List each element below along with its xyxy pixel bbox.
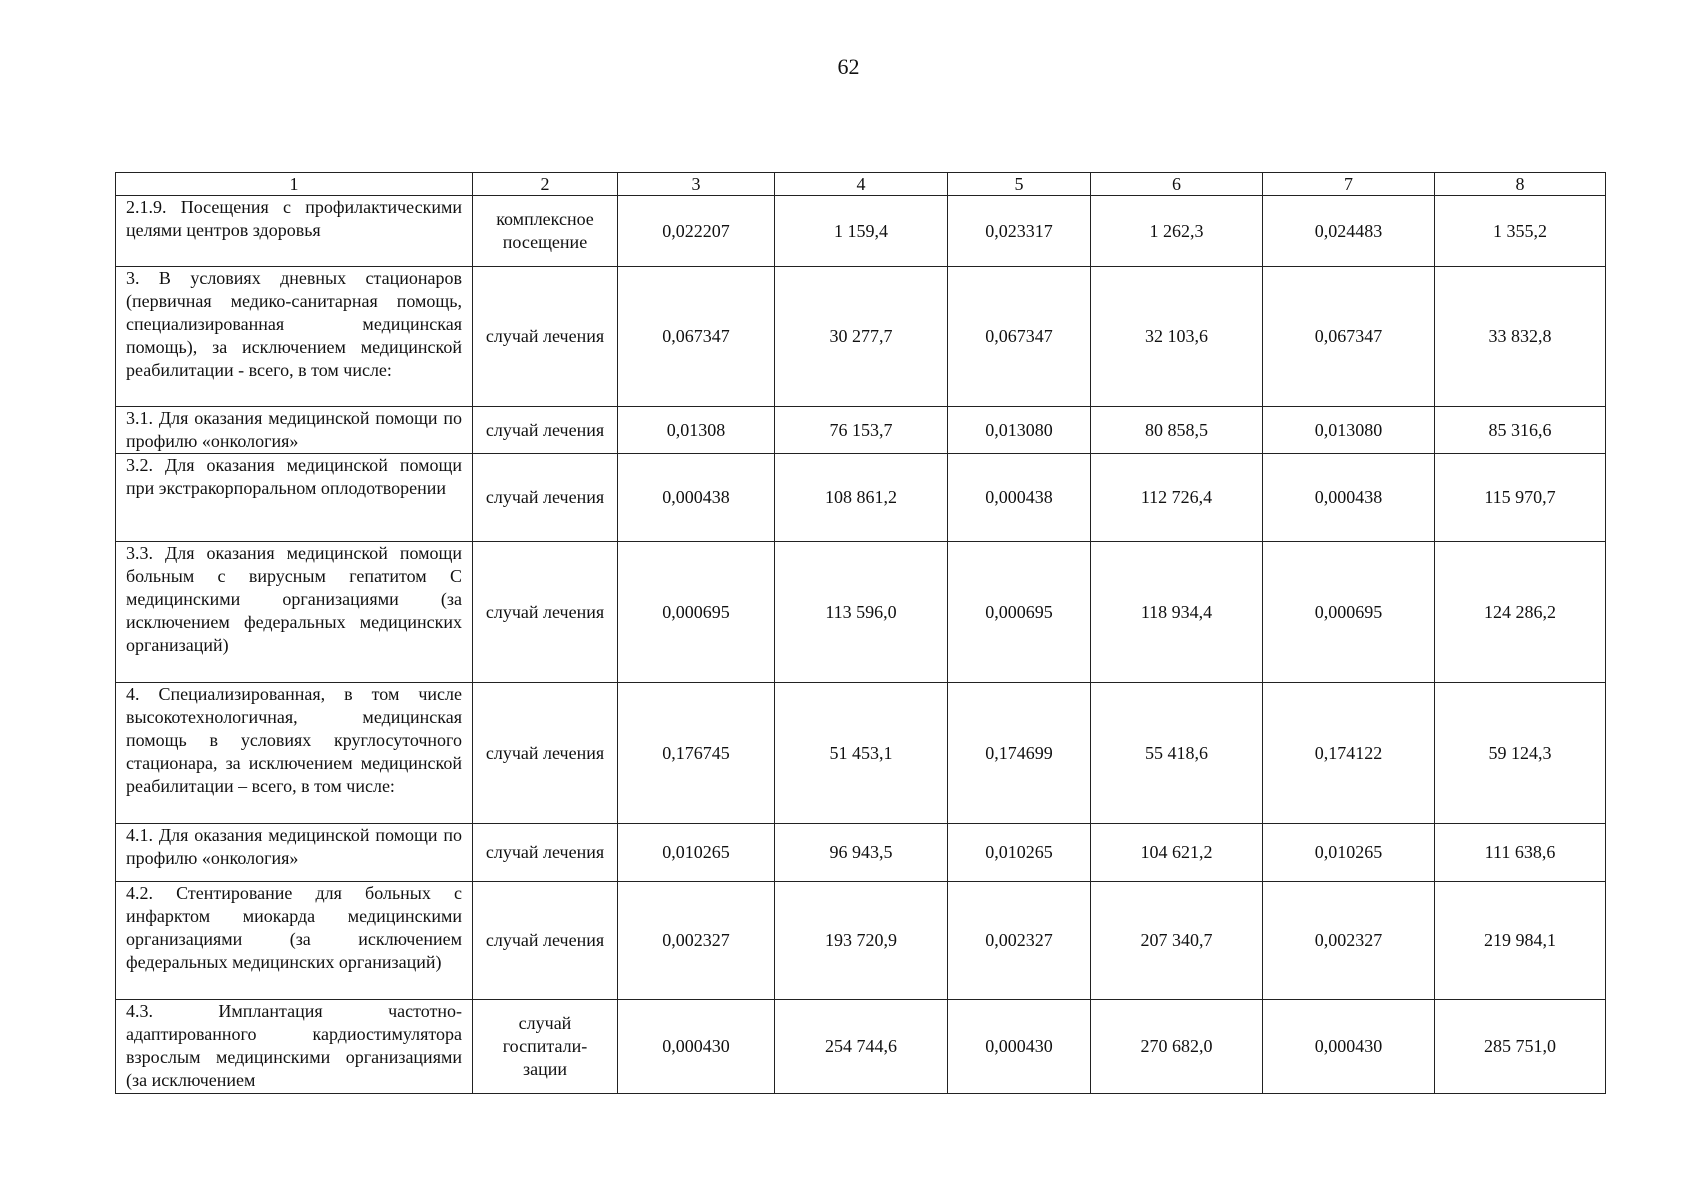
row-value: 0,023317 — [948, 196, 1091, 267]
row-value: 124 286,2 — [1435, 542, 1606, 683]
row-value: 0,013080 — [948, 407, 1091, 454]
row-unit: случай лечения — [473, 882, 618, 1000]
row-description: 2.1.9. Посещения с профилактическими целями центров здоровья — [116, 196, 473, 267]
row-value: 1 262,3 — [1091, 196, 1263, 267]
row-value: 32 103,6 — [1091, 267, 1263, 407]
row-value: 96 943,5 — [775, 824, 948, 882]
row-value: 51 453,1 — [775, 683, 948, 824]
row-value: 1 355,2 — [1435, 196, 1606, 267]
row-value: 55 418,6 — [1091, 683, 1263, 824]
row-value: 0,002327 — [1263, 882, 1435, 1000]
row-description: 4. Специализированная, в том числе высокотехнологичная, медицинская помощь в условиях круглосуточного стационара, за исключением медицинской реабилитации – всего, в том числе: — [116, 683, 473, 824]
column-header: 2 — [473, 173, 618, 196]
row-value: 285 751,0 — [1435, 1000, 1606, 1094]
row-unit: случай лечения — [473, 454, 618, 542]
row-description: 3.3. Для оказания медицинской помощи больным с вирусным гепатитом С медицинскими организациями (за исключением федеральных медицинских организаций) — [116, 542, 473, 683]
row-value: 0,010265 — [618, 824, 775, 882]
row-value: 0,024483 — [1263, 196, 1435, 267]
row-description: 3. В условиях дневных стационаров (первичная медико-санитарная помощь, специализированная медицинская помощь), за исключением медицинской реабилитации - всего, в том числе: — [116, 267, 473, 407]
row-value: 0,013080 — [1263, 407, 1435, 454]
table-row — [116, 882, 1606, 1000]
row-value: 0,000695 — [1263, 542, 1435, 683]
row-value: 0,000438 — [1263, 454, 1435, 542]
row-value: 111 638,6 — [1435, 824, 1606, 882]
row-value: 0,000438 — [618, 454, 775, 542]
row-unit: случай лечения — [473, 542, 618, 683]
row-value: 0,174699 — [948, 683, 1091, 824]
row-value: 59 124,3 — [1435, 683, 1606, 824]
table-row — [116, 1000, 1606, 1094]
row-value: 33 832,8 — [1435, 267, 1606, 407]
row-value: 254 744,6 — [775, 1000, 948, 1094]
table-header-row — [116, 173, 1606, 196]
row-value: 76 153,7 — [775, 407, 948, 454]
row-value: 0,067347 — [618, 267, 775, 407]
row-value: 0,002327 — [618, 882, 775, 1000]
table-row — [116, 683, 1606, 824]
table-row — [116, 407, 1606, 454]
column-header: 6 — [1091, 173, 1263, 196]
table-row — [116, 542, 1606, 683]
row-unit: случай госпитали-зации — [473, 1000, 618, 1094]
column-header: 4 — [775, 173, 948, 196]
row-description: 4.2. Стентирование для больных с инфарктом миокарда медицинскими организациями (за исключением федеральных медицинских организаций) — [116, 882, 473, 1000]
row-value: 0,176745 — [618, 683, 775, 824]
row-unit: случай лечения — [473, 267, 618, 407]
row-value: 207 340,7 — [1091, 882, 1263, 1000]
row-value: 219 984,1 — [1435, 882, 1606, 1000]
row-value: 85 316,6 — [1435, 407, 1606, 454]
column-header: 7 — [1263, 173, 1435, 196]
column-header: 8 — [1435, 173, 1606, 196]
row-value: 80 858,5 — [1091, 407, 1263, 454]
row-value: 0,002327 — [948, 882, 1091, 1000]
row-value: 30 277,7 — [775, 267, 948, 407]
row-value: 0,000430 — [1263, 1000, 1435, 1094]
row-unit: комплексное посещение — [473, 196, 618, 267]
row-value: 0,000430 — [618, 1000, 775, 1094]
row-unit: случай лечения — [473, 824, 618, 882]
row-unit: случай лечения — [473, 407, 618, 454]
row-value: 0,01308 — [618, 407, 775, 454]
column-header: 3 — [618, 173, 775, 196]
page-number: 62 — [837, 54, 860, 79]
row-value: 0,022207 — [618, 196, 775, 267]
row-value: 113 596,0 — [775, 542, 948, 683]
row-value: 115 970,7 — [1435, 454, 1606, 542]
row-description: 4.1. Для оказания медицинской помощи по профилю «онкология» — [116, 824, 473, 882]
row-description: 3.2. Для оказания медицинской помощи при экстракорпоральном оплодотворении — [116, 454, 473, 542]
row-value: 118 934,4 — [1091, 542, 1263, 683]
table-row — [116, 454, 1606, 542]
row-value: 1 159,4 — [775, 196, 948, 267]
row-value: 0,174122 — [1263, 683, 1435, 824]
row-value: 0,000695 — [948, 542, 1091, 683]
row-value: 104 621,2 — [1091, 824, 1263, 882]
row-value: 112 726,4 — [1091, 454, 1263, 542]
row-unit: случай лечения — [473, 683, 618, 824]
row-value: 0,000438 — [948, 454, 1091, 542]
row-value: 108 861,2 — [775, 454, 948, 542]
row-description: 4.3. Имплантация частотно-адаптированного кардиостимулятора взрослым медицинскими организациями (за исключением — [116, 1000, 473, 1094]
row-value: 0,000695 — [618, 542, 775, 683]
row-value: 193 720,9 — [775, 882, 948, 1000]
data-table — [115, 172, 1606, 1094]
row-value: 0,000430 — [948, 1000, 1091, 1094]
table-row — [116, 267, 1606, 407]
row-value: 0,010265 — [948, 824, 1091, 882]
row-value: 0,067347 — [948, 267, 1091, 407]
table-row — [116, 824, 1606, 882]
column-header: 1 — [116, 173, 473, 196]
row-value: 270 682,0 — [1091, 1000, 1263, 1094]
row-description: 3.1. Для оказания медицинской помощи по профилю «онкология» — [116, 407, 473, 454]
table-row — [116, 196, 1606, 267]
column-header: 5 — [948, 173, 1091, 196]
row-value: 0,067347 — [1263, 267, 1435, 407]
row-value: 0,010265 — [1263, 824, 1435, 882]
